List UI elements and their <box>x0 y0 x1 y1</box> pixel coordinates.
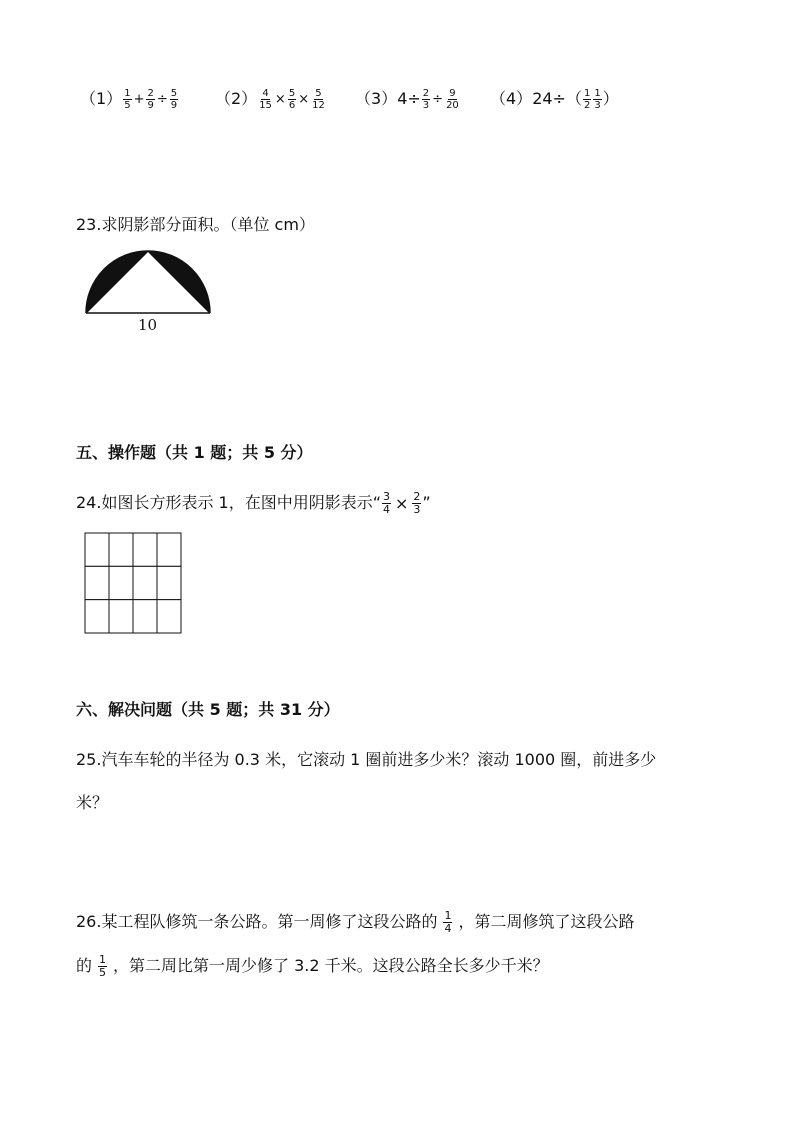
fraction: $\frac{1}{3}$ <box>594 88 601 111</box>
question-26-line-2 <box>76 953 549 979</box>
question-25-line-2: 米？ <box>76 793 109 812</box>
calc-problem-3 <box>355 86 461 111</box>
grid-cell[interactable] <box>157 566 181 599</box>
divide-sign: ÷ <box>432 92 444 107</box>
grid-cell[interactable] <box>133 533 157 566</box>
question-26-line2-prefix: 的 <box>76 956 93 975</box>
question-24-suffix: ” <box>422 493 431 512</box>
problem-label: （2） <box>215 89 258 108</box>
times-sign: × <box>274 92 286 107</box>
fraction: $\frac{2}{3}$ <box>413 490 421 516</box>
question-23-text: 23.求阴影部分面积。（单位 cm） <box>76 215 315 234</box>
times-sign: × <box>395 494 409 513</box>
grid-cell[interactable] <box>157 600 181 633</box>
leading-term: 4÷ <box>397 89 421 108</box>
fraction: $\frac{1}{5}$ <box>124 88 131 111</box>
grid-cell[interactable] <box>109 566 133 599</box>
question-24-text <box>76 490 431 516</box>
question-26-middle: ，第二周修筑了这段公路 <box>458 912 635 931</box>
plus-sign: + <box>133 92 145 107</box>
fraction: $\frac{1}{4}$ <box>444 909 452 935</box>
fraction: $\frac{1}{5}$ <box>99 953 107 979</box>
problem-label: （1） <box>80 89 123 108</box>
question-26-line2-suffix: ，第二周比第一周少修了 3.2 千米。这段公路全长多少千米？ <box>113 956 549 975</box>
rectangle-grid[interactable] <box>84 532 182 634</box>
section-5-title: 五、操作题（共 1 题；共 5 分） <box>76 443 313 462</box>
fraction: $\frac{9}{20}$ <box>446 88 459 111</box>
fraction: $\frac{2}{9}$ <box>147 88 154 111</box>
grid-cell[interactable] <box>85 600 109 633</box>
grid-cell[interactable] <box>133 600 157 633</box>
closing-paren: ） <box>602 89 619 108</box>
grid-cell[interactable] <box>157 533 181 566</box>
fraction: $\frac{5}{9}$ <box>170 88 178 111</box>
problem-label: （3） <box>355 89 398 108</box>
fraction: $\frac{2}{3}$ <box>422 88 430 111</box>
question-24-prefix: 24.如图长方形表示 1，在图中用阴影表示“ <box>76 493 382 512</box>
grid-cell[interactable] <box>109 600 133 633</box>
problem-label: （4） <box>490 89 533 108</box>
leading-term: 24÷（ <box>532 89 582 108</box>
question-26-prefix: 26.某工程队修筑一条公路。第一周修了这段公路的 <box>76 912 438 931</box>
calc-problem-2 <box>215 86 327 111</box>
question-25-line-1: 25.汽车车轮的半径为 0.3 米，它滚动 1 圈前进多少米？滚动 1000 圈，前进多少 <box>76 750 657 769</box>
times-sign: × <box>298 92 310 107</box>
fraction: $\frac{5}{6}$ <box>288 88 296 111</box>
grid-cell[interactable] <box>133 566 157 599</box>
calc-problem-1 <box>80 86 179 111</box>
fraction: $\frac{5}{12}$ <box>312 88 325 111</box>
grid-cell[interactable] <box>85 533 109 566</box>
section-6-title: 六、解决问题（共 5 题；共 31 分） <box>76 700 340 719</box>
grid-cell[interactable] <box>109 533 133 566</box>
fraction: $\frac{3}{4}$ <box>383 490 391 516</box>
divide-sign: ÷ <box>156 92 168 107</box>
grid-cell[interactable] <box>85 566 109 599</box>
fraction: $\frac{4}{15}$ <box>259 88 272 111</box>
calc-problem-4 <box>490 86 619 111</box>
fraction: $\frac{1}{2}$ <box>583 88 591 111</box>
question-26-line-1 <box>76 909 634 935</box>
diameter-label: 10 <box>138 316 158 334</box>
